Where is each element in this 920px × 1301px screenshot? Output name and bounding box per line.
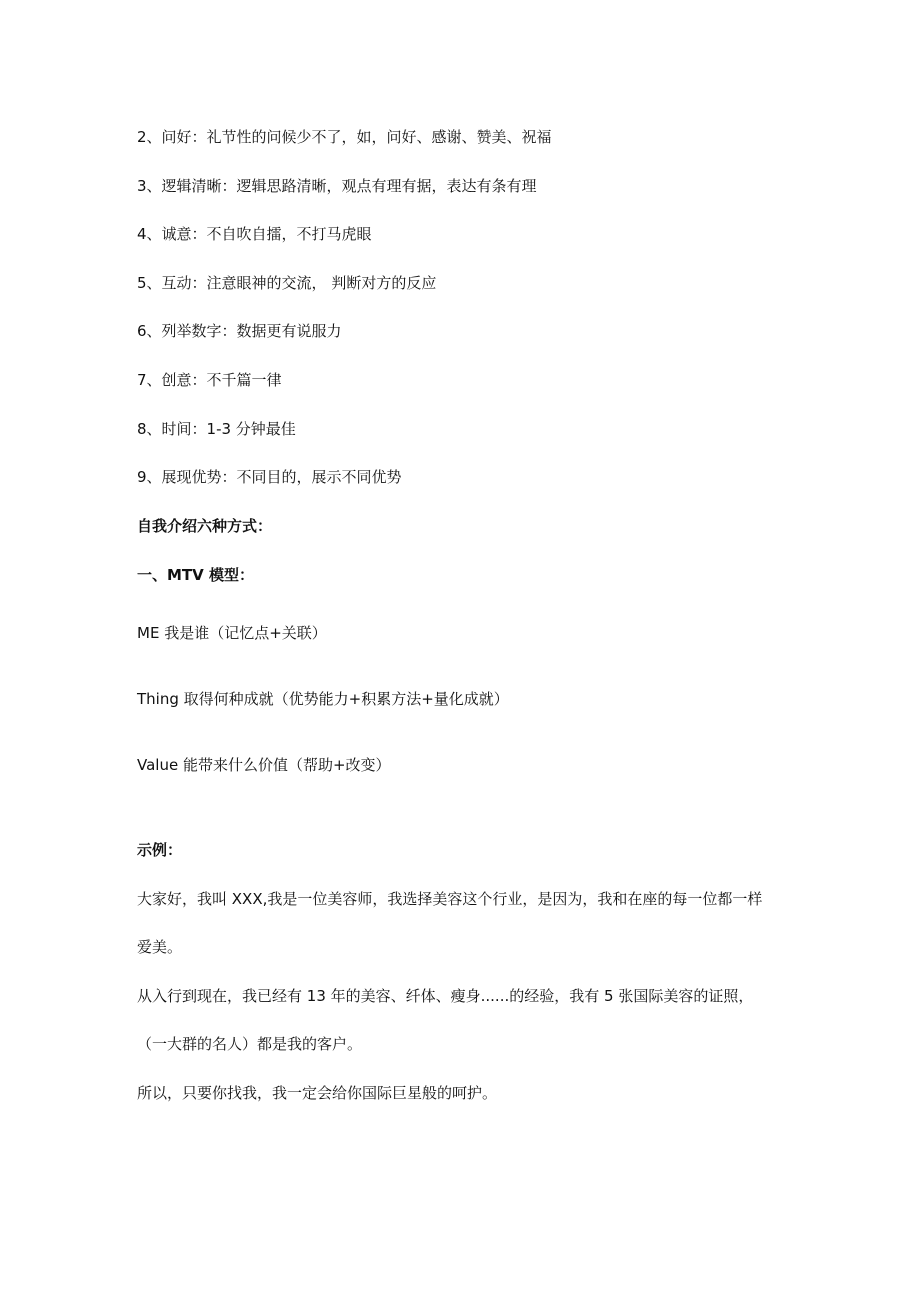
mtv-heading: 一、MTV 模型： bbox=[137, 566, 254, 584]
example-heading: 示例： bbox=[137, 841, 183, 859]
tip-item: 2、问好：礼节性的问候少不了，如，问好、感谢、赞美、祝福 bbox=[137, 128, 552, 146]
example-line: （一大群的名人）都是我的客户。 bbox=[137, 1035, 363, 1053]
section-heading: 自我介绍六种方式： bbox=[137, 517, 273, 535]
tip-item: 4、诚意：不自吹自擂，不打马虎眼 bbox=[137, 225, 372, 243]
tip-item: 3、逻辑清晰：逻辑思路清晰，观点有理有据，表达有条有理 bbox=[137, 177, 537, 195]
mtv-item-value: Value 能带来什么价值（帮助+改变） bbox=[137, 756, 391, 774]
tip-item: 9、展现优势：不同目的，展示不同优势 bbox=[137, 468, 402, 486]
tip-item: 7、创意：不千篇一律 bbox=[137, 371, 282, 389]
example-line: 所以，只要你找我，我一定会给你国际巨星般的呵护。 bbox=[137, 1084, 498, 1102]
tip-item: 5、互动：注意眼神的交流， 判断对方的反应 bbox=[137, 274, 437, 292]
mtv-item-thing: Thing 取得何种成就（优势能力+积累方法+量化成就） bbox=[137, 690, 509, 708]
example-line: 从入行到现在，我已经有 13 年的美容、纤体、瘦身......的经验，我有 5 张国际美容的证照， bbox=[137, 987, 754, 1005]
tip-item: 8、时间：1-3 分钟最佳 bbox=[137, 420, 296, 438]
mtv-item-me: ME 我是谁（记忆点+关联） bbox=[137, 624, 327, 642]
tip-item: 6、列举数字：数据更有说服力 bbox=[137, 322, 342, 340]
example-line: 爱美。 bbox=[137, 938, 183, 956]
example-line: 大家好，我叫 XXX,我是一位美容师，我选择美容这个行业，是因为，我和在座的每一位都一样 bbox=[137, 890, 763, 908]
